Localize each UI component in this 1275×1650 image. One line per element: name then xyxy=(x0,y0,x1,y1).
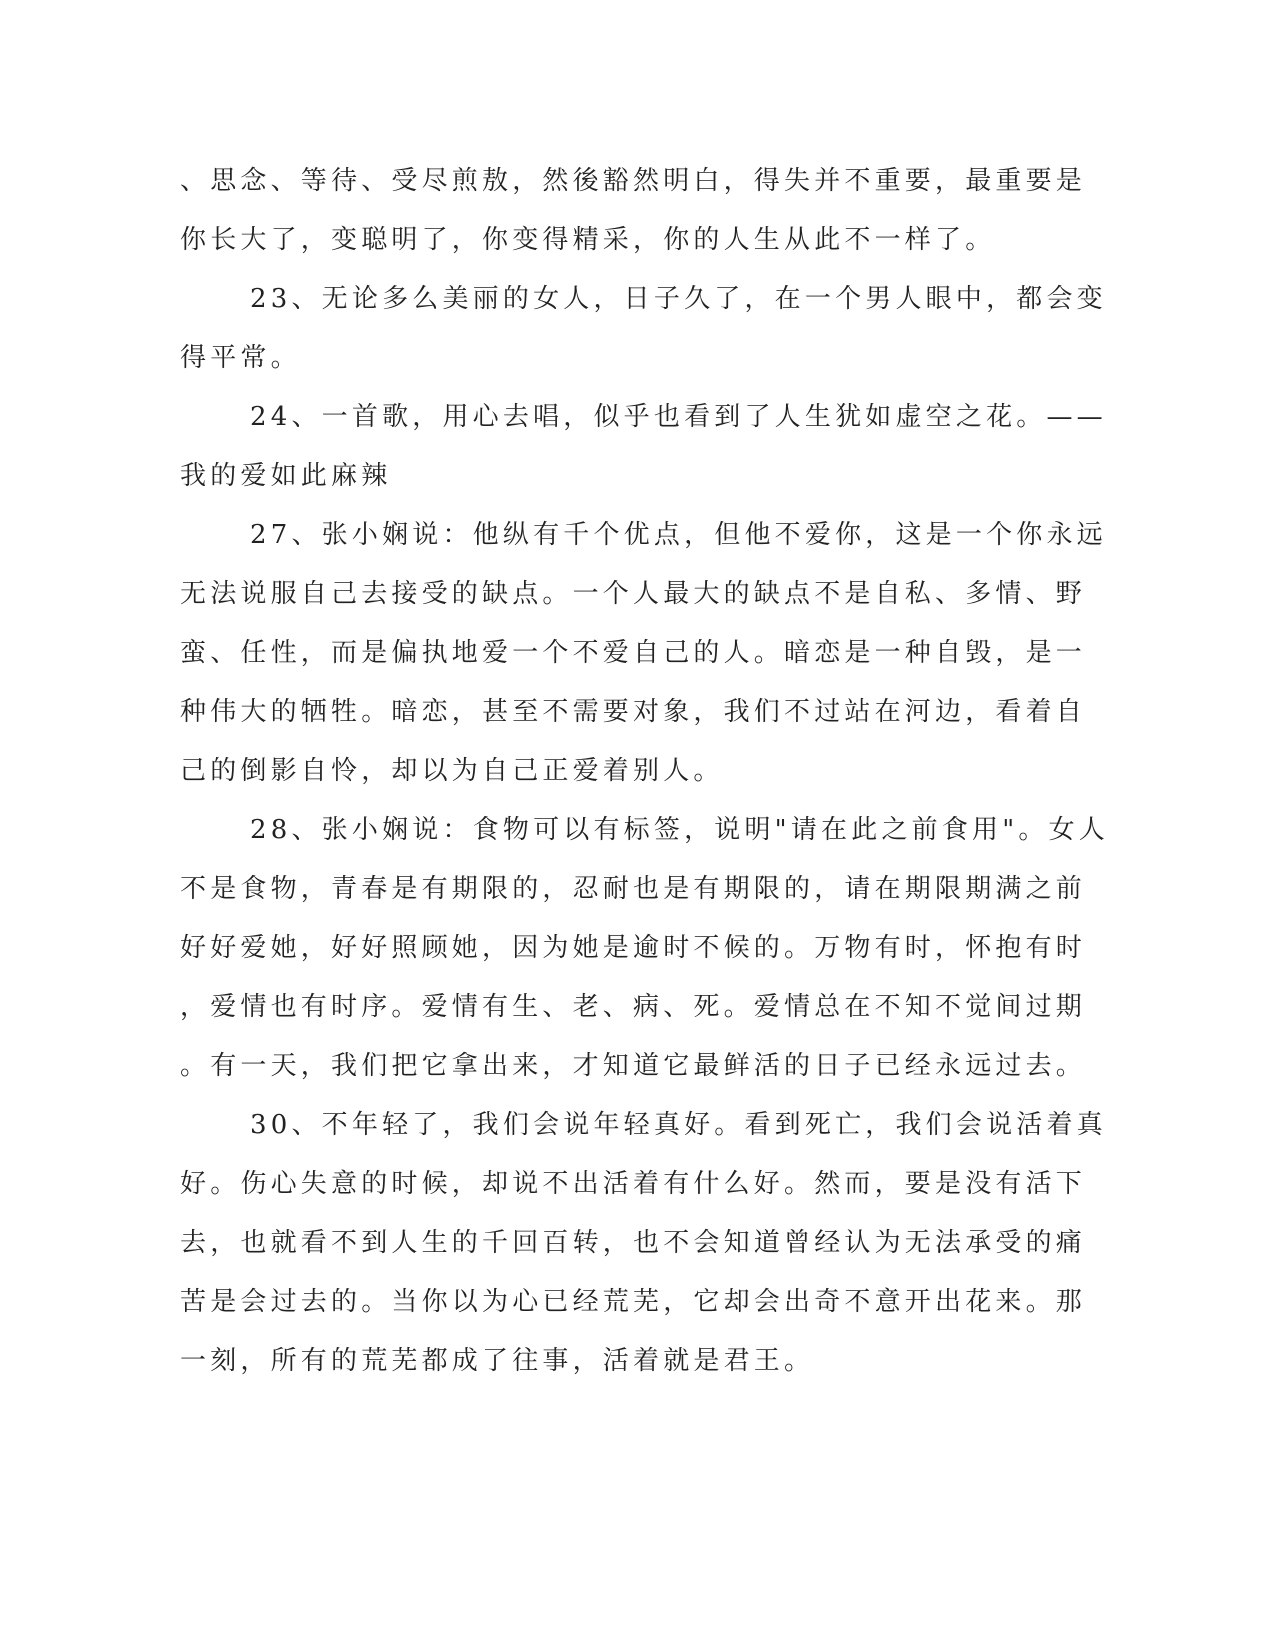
text-line: 苦是会过去的。当你以为心已经荒芜，它却会出奇不意开出花来。那 xyxy=(180,1287,1087,1317)
text-line: 种伟大的牺牲。暗恋，甚至不需要对象，我们不过站在河边，看着自 xyxy=(180,697,1087,727)
text-line: 无法说服自己去接受的缺点。一个人最大的缺点不是自私、多情、野 xyxy=(180,579,1087,609)
text-line: 好好爱她，好好照顾她，因为她是逾时不候的。万物有时，怀抱有时 xyxy=(180,933,1087,963)
text-line: 23、无论多么美丽的女人，日子久了，在一个男人眼中，都会变 xyxy=(250,284,1107,314)
text-line: 27、张小娴说：他纵有千个优点，但他不爱你，这是一个你永远 xyxy=(250,520,1107,550)
text-line: 30、不年轻了，我们会说年轻真好。看到死亡，我们会说活着真 xyxy=(250,1110,1107,1140)
text-line: 。有一天，我们把它拿出来，才知道它最鲜活的日子已经永远过去。 xyxy=(180,1051,1087,1081)
text-line: ，爱情也有时序。爱情有生、老、病、死。爱情总在不知不觉间过期 xyxy=(180,992,1087,1022)
text-line: 28、张小娴说：食物可以有标签，说明"请在此之前食用"。女人 xyxy=(250,815,1110,845)
text-line: 我的爱如此麻辣 xyxy=(180,461,392,491)
text-line: 好。伤心失意的时候，却说不出活着有什么好。然而，要是没有活下 xyxy=(180,1169,1087,1199)
text-line: 一刻，所有的荒芜都成了往事，活着就是君王。 xyxy=(180,1346,815,1376)
text-line: 得平常。 xyxy=(180,343,301,373)
text-line: 蛮、任性，而是偏执地爱一个不爱自己的人。暗恋是一种自毁，是一 xyxy=(180,638,1087,668)
text-line: 不是食物，青春是有期限的，忍耐也是有期限的，请在期限期满之前 xyxy=(180,874,1087,904)
document-body xyxy=(180,152,1110,1391)
text-line: 去，也就看不到人生的千回百转，也不会知道曾经认为无法承受的痛 xyxy=(180,1228,1087,1258)
text-line: 己的倒影自怜，却以为自己正爱着别人。 xyxy=(180,756,724,786)
text-line: 你长大了，变聪明了，你变得精采，你的人生从此不一样了。 xyxy=(180,225,996,255)
text-line: 、思念、等待、受尽煎敖，然後豁然明白，得失并不重要，最重要是 xyxy=(180,166,1087,196)
text-line: 24、一首歌，用心去唱，似乎也看到了人生犹如虚空之花。—— xyxy=(250,402,1107,432)
